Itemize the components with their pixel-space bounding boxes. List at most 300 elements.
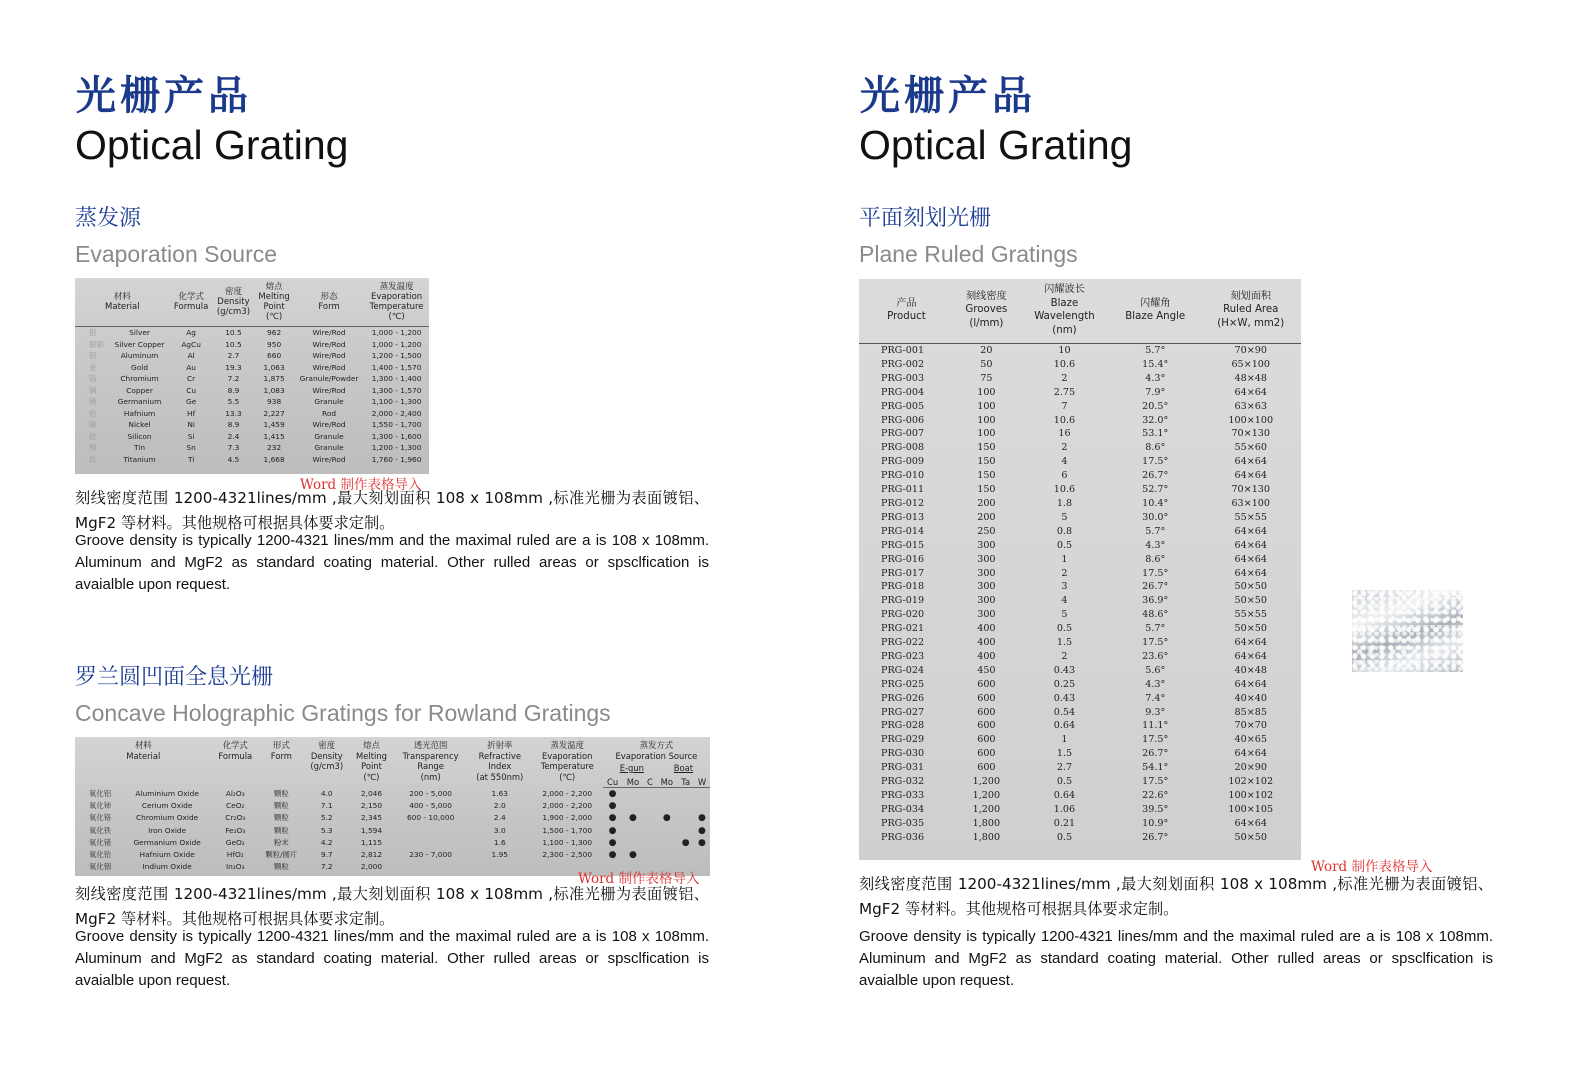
section1-desc-cn: 刻线密度范围 1200-4321lines/mm ,最大刻划面积 108 x 108mm ,标准光栅为表面镀铝、MgF2 等材料。其他规格可根据具体要求定制。 [75,489,709,532]
table-header-cell: 刻线密度 Grooves (l/mm) [954,279,1019,344]
table-cell: 10.5 [225,339,242,349]
table-cell: 1,760 - 1,960 [371,455,422,465]
table-cell: Rod [322,408,337,418]
source-dot-cell: ● [608,825,617,836]
table-cell: 粉末 [273,837,289,847]
table-cell: GeO₂ [225,837,245,847]
source-dot-cell [622,788,643,801]
table-row [75,837,710,849]
table-cell: 32.0° [1142,414,1169,426]
table-cell: 4.3° [1145,678,1166,690]
table-cell: 氧化铈 [89,801,112,811]
table-cell [468,861,532,873]
product-cell: PRG-031 [881,762,925,774]
table-cell: 10.9° [1142,817,1169,829]
source-dot-cell: ● [662,813,671,824]
table-cell: 55×55 [1234,511,1267,523]
table-cell: 1,063 [263,362,285,372]
table-cell: 100 [977,400,996,412]
table-cell: 1,550 - 1,700 [371,420,422,430]
table-cell: 7.2 [227,374,240,384]
table-row [75,431,429,443]
table-cell: 5.2 [320,813,333,823]
table-cell: Granule/Powder [299,374,359,384]
table-header-cell: 形态 Form [294,278,364,327]
table-cell: Silver [129,328,150,337]
table-cell: 300 [977,609,996,621]
table-cell: Hafnium Oxide [139,850,195,860]
product-cell: PRG-030 [881,748,925,760]
evaporation-source-title-cn: 蒸发源 [75,206,142,231]
table-cell: Ni [187,420,195,430]
product-cell: PRG-008 [881,442,925,454]
table-header-cell: 密度 Density (g/cm3) [310,740,344,771]
table-row [75,339,429,351]
table-cell: 2.7 [227,351,240,361]
table-cell: 5.6° [1145,664,1166,676]
table-cell: 1 [1061,553,1068,565]
product-cell: PRG-001 [881,345,925,356]
plane-ruled-title-en: Plane Ruled Gratings [859,241,1078,267]
plane-ruled-table-panel [859,279,1301,860]
product-cell: PRG-033 [881,790,925,801]
table-cell-cn: 锡 [89,443,97,453]
table-cell: 0.43 [1053,664,1076,676]
product-cell: PRG-013 [881,511,925,523]
source-col-header: Ta [677,777,694,788]
table-cell-cn: 铜 [89,385,97,395]
table-header-cell: 产品 Product [859,279,954,344]
source-dot-cell [694,800,710,812]
table-cell: Wire/Rod [312,385,346,395]
table-cell: Hf [187,408,196,418]
table-cell: 660 [267,351,282,361]
table-cell: 7.9° [1145,386,1166,398]
source-dot-cell [656,849,677,861]
table-cell: 64×64 [1234,637,1267,649]
source-dot-cell: ● [629,850,637,861]
table-cell: 1,083 [263,385,285,395]
right-title-cn: 光栅产品 [860,73,1036,119]
table-cell: 400 [977,623,996,635]
table-cell: 300 [977,567,996,579]
table-cell: 1.63 [491,788,509,798]
table-row [859,622,1301,636]
table-cell: 70×130 [1231,484,1271,496]
table-row [859,580,1301,594]
table-cell: 5.7° [1145,623,1166,635]
table-cell: 26.7° [1142,470,1169,482]
table-cell: 0.54 [1053,706,1076,718]
table-cell: 150 [977,470,996,482]
table-cell: Ti [187,455,195,465]
table-row [859,344,1301,358]
table-cell: 1,200 - 1,500 [371,351,422,361]
table-cell: 70×90 [1234,345,1267,356]
table-cell: 64×64 [1234,817,1267,829]
product-cell: PRG-020 [881,609,925,621]
source-col-header: W [694,777,710,788]
table-cell: Chromium Oxide [136,813,199,823]
product-cell: PRG-006 [881,414,925,426]
table-cell: 1,300 - 1,600 [371,431,422,441]
table-row [859,511,1301,525]
table-cell: 40×40 [1234,692,1267,704]
table-cell: 48×48 [1234,372,1267,384]
table-cell: 250 [977,525,996,537]
table-cell: 600 - 10,000 [406,813,455,823]
product-cell: PRG-036 [881,831,925,843]
table-cell: 600 [977,748,996,760]
watermark-3: Word 制作表格导入 [1311,859,1433,875]
table-cell: 600 [977,734,996,746]
table-row [75,350,429,362]
table-row [859,386,1301,400]
table-cell: 300 [977,581,996,593]
table-cell: Granule [314,397,344,407]
table-cell: 200 - 5,000 [409,788,452,798]
table-row [859,831,1301,845]
source-dot-cell: ● [681,837,690,848]
table-row [859,650,1301,664]
source-dot-cell [644,800,657,812]
table-cell: Al [187,351,195,361]
table-cell: 2,000 [360,862,383,872]
table-cell: Wire/Rod [312,339,346,349]
source-dot-cell: ● [608,789,617,799]
product-cell: PRG-017 [881,567,925,579]
table-row [859,678,1301,692]
source-dot-cell [644,837,657,849]
table-cell-cn: 金 [89,362,97,372]
table-header-cell: 蒸发温度 Evaporation Temperature (℃) [540,740,594,782]
source-dot-cell [644,812,657,824]
table-cell: 5 [1061,511,1068,523]
table-cell: Granule [314,431,344,441]
table-cell: 1,875 [263,374,285,384]
table-cell: Germanium Oxide [133,837,201,847]
rowland-title-cn: 罗兰圆凹面全息光栅 [75,665,274,690]
table-cell: 20×90 [1234,762,1267,774]
table-header-cell: 刻划面积 Ruled Area (H×W, mm2) [1200,279,1301,344]
product-cell: PRG-028 [881,720,925,732]
table-cell: 300 [977,539,996,551]
table-cell: 2,300 - 2,500 [542,850,593,860]
table-cell: 1.6 [493,837,506,847]
table-cell: 65×100 [1231,358,1271,370]
product-cell: PRG-025 [881,678,925,690]
table-cell: 5.7° [1145,345,1166,356]
source-subheader: Boat [673,763,694,773]
table-cell: Titanium [123,455,156,465]
table-cell: 30.0° [1142,511,1169,523]
table-cell: 1,900 - 2,000 [542,813,593,823]
table-cell [393,825,468,837]
table-cell: 4 [1061,456,1068,468]
table-cell: HfO₂ [226,850,244,860]
table-cell [393,837,468,849]
table-cell: 5.5 [227,397,240,407]
table-header-cell: 形式 Form [270,740,292,761]
product-cell: PRG-005 [881,400,925,412]
table-cell: 17.5° [1142,456,1169,468]
table-cell: Gold [131,362,149,372]
table-cell: 10.6 [1053,484,1076,496]
table-cell: 64×64 [1234,650,1267,662]
table-header-cell: 化学式 Formula [218,740,253,761]
table-cell: 1,115 [360,837,383,847]
table-cell: 3 [1061,581,1068,593]
table-cell: 5.7° [1145,525,1166,537]
plane-ruled-title-cn: 平面刻划光栅 [859,206,992,231]
table-cell: 232 [267,443,282,453]
left-title-cn: 光栅产品 [76,73,252,119]
table-cell: 颗粒 [273,825,289,835]
source-dot-cell [656,800,677,812]
table-cell: 39.5° [1142,803,1169,815]
table-cell: 颗粒 [273,801,289,811]
table-cell: 2,812 [360,850,383,860]
source-dot-cell: ● [629,813,637,824]
table-row [75,800,710,812]
product-cell: PRG-021 [881,623,925,635]
table-cell: 氧化铟 [89,862,112,872]
table-cell: 150 [977,442,996,454]
table-row [859,553,1301,567]
table-cell: 1,459 [263,420,285,430]
product-cell: PRG-034 [881,803,925,815]
table-cell-cn: 钛 [89,455,97,465]
table-cell: 颗粒 [273,862,289,872]
table-cell: Aluminum [120,351,159,361]
table-cell: 70×130 [1231,428,1271,440]
table-cell: 3.0 [493,825,506,835]
source-dot-cell: ● [608,837,617,848]
evaporation-source-table-panel [75,278,429,474]
table-cell: 600 [977,692,996,704]
table-cell: Silicon [127,431,152,441]
table-header-cell: 蒸发温度 Evaporation Temperature (℃) [364,278,429,327]
product-cell: PRG-018 [881,581,925,593]
source-col-header: Mo [656,777,677,788]
table-header-cell: 熔点 Melting Point (℃) [254,278,294,327]
section2-desc-cn: 刻线密度范围 1200-4321lines/mm ,最大刻划面积 108 x 108mm ,标准光栅为表面镀铝、MgF2 等材料。其他规格可根据具体要求定制。 [75,885,709,928]
plane-desc-cn: 刻线密度范围 1200-4321lines/mm ,最大刻划面积 108 x 108mm ,标准光栅为表面镀铝、MgF2 等材料。其他规格可根据具体要求定制。 [859,875,1493,918]
table-row [859,636,1301,650]
table-cell: 5.3 [320,825,333,835]
table-cell: 1.95 [491,850,509,860]
table-cell: 2.4 [493,813,506,823]
table-cell: 53.1° [1142,428,1169,440]
source-dot-cell: ● [608,801,617,812]
table-cell: Chromium [120,374,159,384]
table-cell: 22.6° [1142,790,1169,801]
table-row [859,608,1301,622]
table-cell: 26.7° [1142,581,1169,593]
table-cell: 0.25 [1053,678,1076,690]
table-cell: 17.5° [1142,734,1169,746]
source-dot-cell [656,788,677,801]
table-header-cell: 蒸发方式 Evaporation Source E-gun Boat [603,737,710,777]
table-cell: 2.4 [227,431,240,441]
table-cell: Tin [134,443,146,453]
source-dot-cell: ● [698,813,706,824]
table-cell: 50×50 [1234,595,1267,607]
source-col-header: C [644,777,657,788]
source-col-header: Cu [603,777,623,788]
table-cell: 52.7° [1142,484,1169,496]
table-cell: 13.3 [225,408,242,418]
table-cell: 9.7 [320,850,333,860]
source-dot-cell: ● [608,813,617,824]
table-cell-cn: 锗 [89,397,97,407]
table-cell: 150 [977,484,996,496]
table-cell: 2 [1061,372,1068,384]
table-cell: 颗粒/圆片 [265,850,298,860]
table-cell: 17.5° [1142,637,1169,649]
table-row [859,567,1301,581]
section2-desc-en: Groove density is typically 1200-4321 lines/mm and the maximal ruled are a is 108 x 108mm. Aluminum and MgF2 as standard coating material. Other rulled areas or spsclfication is avaialble upon request. [75,928,709,989]
table-cell: 氧化铪 [89,850,112,860]
table-cell: 20 [980,345,993,356]
right-title-en: Optical Grating [859,122,1133,168]
product-cell: PRG-032 [881,776,925,788]
table-row [859,789,1301,803]
table-cell: 1,415 [263,431,285,441]
table-header-cell: 闪耀角 Blaze Angle [1110,279,1200,344]
table-cell: 10.6 [1053,358,1076,370]
table-row [75,408,429,420]
table-cell-cn: 硅 [89,431,97,441]
table-row [859,525,1301,539]
table-cell: 1,300 - 1,400 [371,374,422,384]
table-cell: 85×85 [1234,706,1267,718]
table-cell: 10.6 [1053,414,1076,426]
source-dot-cell: ● [698,837,706,848]
table-row [859,483,1301,497]
table-cell [393,861,468,873]
source-subheaders [605,763,708,774]
table-cell: Silver Copper [114,339,165,349]
table-cell: Ge [185,397,197,407]
table-cell: 2,227 [263,408,285,418]
table-cell: 颗粒 [273,813,289,823]
table-cell: 400 [977,650,996,662]
table-cell: 15.4° [1142,358,1169,370]
table-cell: 1,668 [263,455,285,465]
source-dot-cell [622,825,643,837]
table-cell: 0.8 [1056,525,1073,537]
table-cell: 64×64 [1234,678,1267,690]
table-row [859,733,1301,747]
table-cell: 0.64 [1053,790,1076,801]
table-cell: 2,345 [360,813,383,823]
table-cell: 10.4° [1142,497,1169,509]
table-cell: 48.6° [1142,609,1169,621]
table-row [75,396,429,408]
table-row [75,788,710,801]
source-subheader: E-gun [619,763,644,773]
table-cell: 400 [977,637,996,649]
table-cell: 7.3 [227,443,240,453]
table-cell: 16 [1058,428,1071,440]
table-cell: 64×64 [1234,567,1267,579]
table-cell-cn: 铝 [89,351,97,361]
table-cell: 氧化铁 [89,825,112,835]
table-cell: 300 [977,595,996,607]
source-dot-cell [677,788,694,801]
table-header-cell: 闪耀波长 Blaze Wavelength (nm) [1019,279,1110,344]
table-cell: 26.7° [1142,748,1169,760]
table-row [75,327,429,339]
product-cell: PRG-015 [881,539,925,551]
product-cell: PRG-002 [881,358,925,370]
table-row [859,427,1301,441]
table-cell: 10 [1058,345,1071,356]
source-dot-cell [694,788,710,801]
table-cell: 400 - 5,000 [409,801,452,811]
table-row [859,400,1301,414]
table-cell: 10.5 [225,328,242,337]
table-cell: 5 [1061,609,1068,621]
product-cell: PRG-003 [881,372,925,384]
product-cell: PRG-007 [881,428,925,440]
source-col-header: Mo [622,777,643,788]
watermark-2: Word 制作表格导入 [578,871,700,887]
table-cell: 1,000 - 1,200 [371,339,422,349]
table-cell: 64×64 [1234,553,1267,565]
table-row [859,719,1301,733]
table-cell: Aluminium Oxide [135,788,199,798]
table-row [75,442,429,454]
table-cell: 55×55 [1234,609,1267,621]
section1-desc-en: Groove density is typically 1200-4321 lines/mm and the maximal ruled are a is 108 x 108mm. Aluminum and MgF2 as standard coating material. Other rulled areas or spsclfication is avaialble upon request. [75,532,709,593]
watermark-1: Word 制作表格导入 [300,477,422,493]
table-row [859,497,1301,511]
table-cell: Wire/Rod [312,455,346,465]
source-dot-cell [677,849,694,861]
table-cell-cn: 铪 [89,408,97,418]
table-cell: 0.21 [1053,817,1076,829]
table-cell: 1,000 - 1,200 [371,328,422,337]
table-cell: 2,150 [360,801,383,811]
table-row [859,706,1301,720]
product-cell: PRG-019 [881,595,925,607]
product-cell: PRG-014 [881,525,925,537]
table-cell: 0.5 [1056,776,1073,788]
table-cell: 4.2 [320,837,333,847]
table-cell: 17.5° [1142,567,1169,579]
product-cell: PRG-010 [881,470,925,482]
table-cell: 1,100 - 1,300 [542,837,593,847]
table-cell: 100 [977,414,996,426]
table-row [859,358,1301,372]
table-cell: 600 [977,720,996,732]
table-cell: 54.1° [1142,762,1169,774]
table-cell: 600 [977,762,996,774]
table-cell: 7.2 [320,862,333,872]
table-cell: 50×50 [1234,831,1267,843]
table-cell: Wire/Rod [312,351,346,361]
table-cell: 40×48 [1234,664,1267,676]
table-cell: Au [186,362,196,372]
table-header-cell: 材料 Material [126,740,161,761]
table-cell-cn: 铬 [89,374,97,384]
product-cell: PRG-023 [881,650,925,662]
source-dot-cell [644,825,657,837]
table-cell: 1,800 [972,831,1001,843]
table-cell: AgCu [181,339,201,349]
